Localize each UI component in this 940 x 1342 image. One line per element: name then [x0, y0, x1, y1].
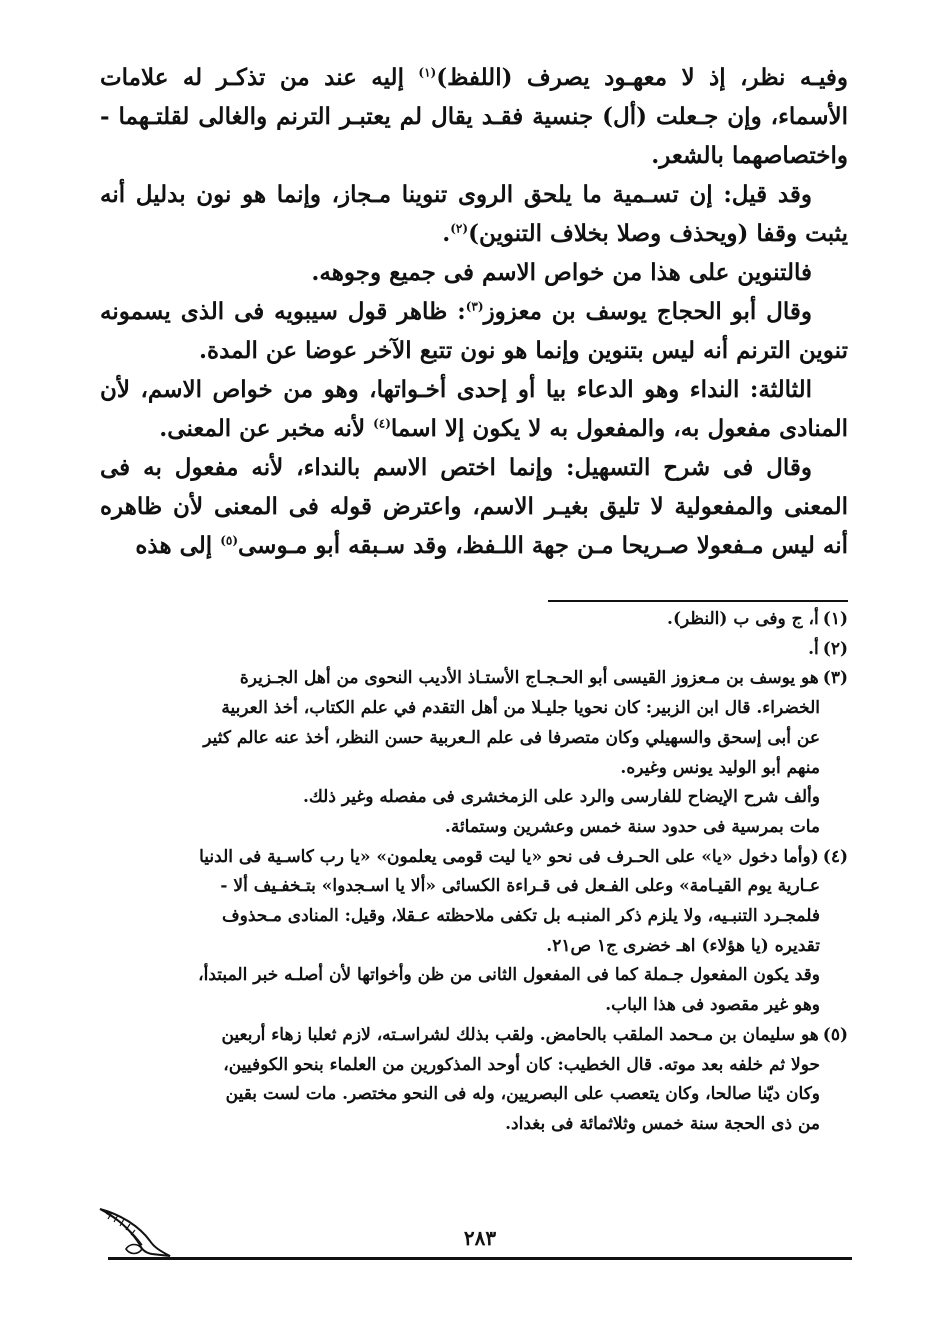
- footnote-marker[interactable]: (٤): [373, 416, 391, 431]
- main-paragraph: [100, 448, 848, 565]
- footnote-text: عـارية يوم القيـامة» وعلى الفـعل فى قـراءة الكسائى «ألا يا اسـجدوا» بتـخفـيف ألا -: [220, 876, 820, 897]
- footnote-text: أ.: [808, 638, 819, 659]
- footnote-number: (٤): [822, 846, 848, 867]
- footnote-text: أ، ج وفى ب (النظر).: [667, 609, 819, 629]
- footnote-separator: [548, 600, 848, 602]
- footnote-line: [100, 991, 848, 1021]
- footnote-number: (٣): [822, 668, 848, 689]
- footnote-line: [100, 932, 848, 962]
- paragraph-text: وقال أبو الحجاج يوسف بن معزوز: [483, 298, 812, 325]
- footnote-line: [100, 843, 848, 873]
- footnote-line: [100, 961, 848, 991]
- footnote-text: فلمجـرد التنبـيه، ولا يلزم ذكر المنبـه بل تكفى ملاحظته عـقلا، وقيل: المنادى مـحذوف: [222, 906, 820, 927]
- footnote-line: [100, 694, 848, 724]
- footnote-line: [100, 754, 848, 784]
- footnote-line: [100, 872, 848, 902]
- footnote-line: [100, 1021, 848, 1051]
- paragraph-text-tail: إلى هذه: [135, 532, 221, 559]
- footnote-text: منهم أبو الوليد يونس وغيره.: [620, 757, 820, 778]
- footnotes: [100, 605, 848, 1140]
- paragraph-text: وفيـه نظر، إذ لا معهـود يصرف (اللفظ): [436, 64, 848, 91]
- main-paragraph: [100, 370, 848, 448]
- footnote-text: هو يوسف بن مـعزوز القيسى أبو الحـجـاج الأستـاذ الأديب النحوى من أهل الجـزيرة: [239, 668, 819, 689]
- paragraph-text-tail: .: [442, 220, 451, 247]
- footnote-line: [100, 902, 848, 932]
- paragraph-text: النداء وهو الدعاء بيا أو إحدى أخـواتها، وهو من خواص الاسم، لأن المنادى مفعول به، والمفعول به لا يكون إلا اسما: [100, 376, 848, 442]
- footnote-marker[interactable]: (٥): [220, 533, 239, 548]
- footnote-text: هو سليمان بن مـحمد الملقب بالحامض. ولقب بذلك لشراسـته، لازم ثعلبا زهاء أربعين: [221, 1024, 819, 1045]
- footnote-line: [100, 635, 848, 665]
- footnote-line: [100, 724, 848, 754]
- footnote-text: من ذى الحجة سنة خمس وثلاثمائة فى بغداد.: [505, 1113, 820, 1134]
- footnote-marker[interactable]: (٣): [465, 299, 484, 314]
- paragraph-text-tail: لأنه مخبر عن المعنى.: [159, 415, 374, 442]
- footnote: [100, 635, 848, 665]
- main-paragraph: [100, 292, 848, 370]
- footnote-text: (وأما دخول «يا» على الحـرف فى نحو «يا ليت قومى يعلمون» «يا رب كاسـية فى الدنيا: [199, 846, 819, 867]
- footnote-text: وقد يكون المفعول جـملة كما فى المفعول الثانى من ظن وأخواتها لأن أصلـه خبر المبتدأ،: [198, 965, 820, 986]
- paragraph-text: فالتنوين على هذا من خواص الاسم فى جميع وجوهه.: [311, 259, 812, 286]
- footnote-line: [100, 1051, 848, 1081]
- paragraph-text-tail: إليه عند من تذكـر له علامات الأسماء، وإن جـعلت (أل) جنسية فقـد يقال لم يعتبـر الترنم والغالى لقلتـهما - واختصاصهما بالشعر.: [100, 64, 848, 169]
- paragraph-text: وقال فى شرح التسهيل: وإنما اختص الاسم بالنداء، لأنه مفعول به فى المعنى والمفعولية لا تليق بغيـر الاسم، واعترض قوله فى المعنى لأن ظاهره أنه ليس مـفعولا صـريحا مـن جهة اللـفظ، وقد سـبقه أبو مـوسى: [100, 454, 848, 559]
- footnote-number: (١): [822, 609, 848, 629]
- footnote-line: [100, 1110, 848, 1140]
- footnote-number: (٥): [822, 1024, 848, 1045]
- quill-ornament-icon: [96, 1203, 176, 1263]
- section-heading: الثالثة:: [749, 376, 812, 403]
- footnote-text: عن أبى إسحق والسهيلي وكان متصرفا فى علم الـعربية حسن النظر، أخذ عنه عالم كثير: [203, 727, 820, 748]
- page-number: ٢٨٣: [463, 1226, 497, 1250]
- footnote: [100, 1021, 848, 1140]
- footnote-line: [100, 1080, 848, 1110]
- footnote: [100, 664, 848, 842]
- footnote-number: (٢): [822, 638, 848, 659]
- main-text: [100, 58, 848, 565]
- main-paragraph: [100, 253, 848, 292]
- footnote-text: وألف شرح الإيضاح للفارسى والرد على الزمخشرى فى مفصله وغير ذلك.: [302, 787, 820, 808]
- footnote-text: تقديره (يا هؤلاء) اهـ خضرى ج١ ص٢١.: [546, 935, 820, 956]
- footnote-line: [100, 813, 848, 843]
- footnote-text: حولا ثم خلفه بعد موته. قال الخطيب: كان أوحد المذكورين من العلماء بنحو الكوفيين،: [223, 1054, 820, 1075]
- bottom-rule: [108, 1257, 852, 1260]
- footnote-text: الخضراء. قال ابن الزبير: كان نحويا جليـلا من أهل التقدم في علم الكتاب، أخذ العربية: [221, 698, 820, 719]
- footnote-marker[interactable]: (٢): [450, 221, 469, 236]
- paragraph-text: وقد قيل: إن تسـمية ما يلحق الروى تنوينا مـجاز، وإنما هو نون بدليل أنه يثبت وقفا (ويحذف وصلا بخلاف التنوين): [100, 181, 848, 247]
- main-paragraph: [100, 58, 848, 175]
- footnote-text: مات بمرسية فى حدود سنة خمس وعشرين وستمائة.: [444, 816, 820, 837]
- footnote: [100, 843, 848, 1021]
- footnote-line: [100, 783, 848, 813]
- footnote-marker[interactable]: (١): [418, 65, 437, 80]
- footnote-text: وهو غير مقصود فى هذا الباب.: [605, 995, 820, 1016]
- footnote-line: [100, 664, 848, 694]
- paragraph-text-tail: : ظاهر قول سيبويه فى الذى يسمونه تنوين الترنم أنه ليس بتنوين وإنما هو نون تتبع الآخر عوضا عن المدة.: [100, 298, 848, 364]
- footnote: [100, 605, 848, 635]
- main-paragraph: [100, 175, 848, 253]
- footnote-line: [100, 605, 848, 635]
- footnote-text: وكان ديّنا صالحا، وكان يتعصب على البصريين، وله فى النحو مختصر. مات لست بقين: [225, 1084, 820, 1105]
